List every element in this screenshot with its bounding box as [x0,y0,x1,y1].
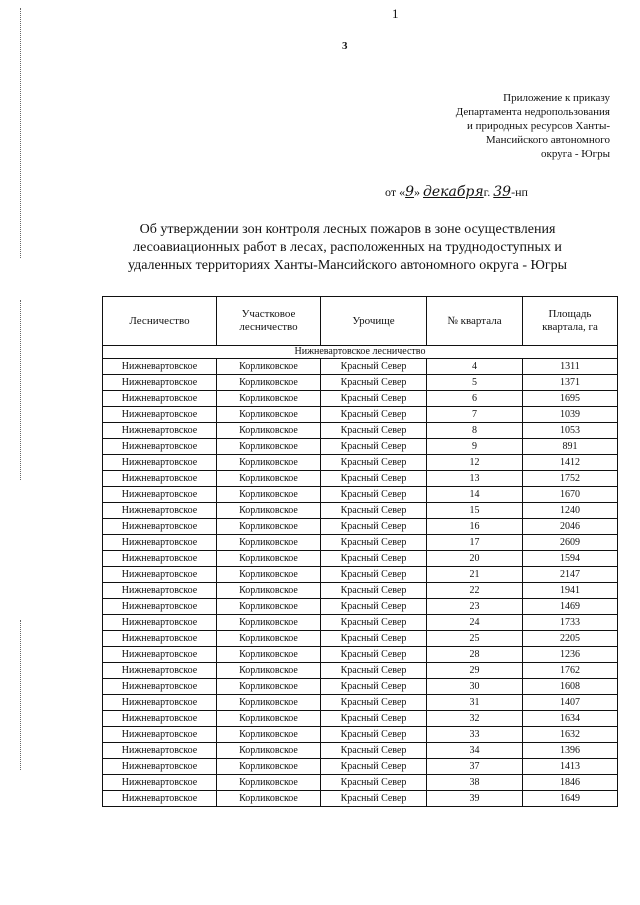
table-row [103,647,618,663]
cell-quarter: 30 [427,679,523,695]
table-row [103,727,618,743]
cell-district: Корликовское [217,407,321,423]
cell-quarter: 37 [427,759,523,775]
cell-forestry: Нижневартовское [103,471,217,487]
table-row [103,551,618,567]
cell-tract: Красный Север [321,759,427,775]
cell-quarter: 25 [427,631,523,647]
cell-forestry: Нижневартовское [103,615,217,631]
cell-district: Корликовское [217,455,321,471]
cell-quarter: 6 [427,391,523,407]
cell-area: 2205 [523,631,618,647]
cell-district: Корликовское [217,695,321,711]
table-row [103,503,618,519]
cell-district: Корликовское [217,759,321,775]
table-row [103,471,618,487]
annex-line: Мансийского автономного [485,134,610,146]
order-year-suffix: г. [483,185,491,199]
annex-line: округа - Югры [541,148,610,160]
cell-tract: Красный Север [321,455,427,471]
cell-district: Корликовское [217,647,321,663]
table-row [103,519,618,535]
table-row [103,407,618,423]
table-row [103,487,618,503]
cell-area: 1632 [523,727,618,743]
annex-line: Департамента недропользования [455,106,610,118]
cell-district: Корликовское [217,359,321,375]
table-row [103,791,618,807]
cell-forestry: Нижневартовское [103,487,217,503]
cell-forestry: Нижневартовское [103,407,217,423]
cell-district: Корликовское [217,439,321,455]
cell-area: 1752 [523,471,618,487]
section-label: Нижневартовское лесничество [103,346,618,359]
cell-tract: Красный Север [321,391,427,407]
cell-tract: Красный Север [321,775,427,791]
cell-area: 1053 [523,423,618,439]
cell-forestry: Нижневартовское [103,439,217,455]
cell-area: 1412 [523,455,618,471]
cell-area: 2609 [523,535,618,551]
cell-quarter: 17 [427,535,523,551]
table-row [103,695,618,711]
cell-quarter: 5 [427,375,523,391]
cell-forestry: Нижневартовское [103,711,217,727]
cell-quarter: 9 [427,439,523,455]
cell-district: Корликовское [217,727,321,743]
cell-forestry: Нижневартовское [103,647,217,663]
table-row [103,775,618,791]
cell-area: 1039 [523,407,618,423]
table-header-row [103,297,618,346]
cell-quarter: 20 [427,551,523,567]
table-row [103,679,618,695]
cell-quarter: 31 [427,695,523,711]
scan-margin-line [20,300,21,480]
cell-tract: Красный Север [321,471,427,487]
cell-tract: Красный Север [321,663,427,679]
cell-forestry: Нижневартовское [103,743,217,759]
cell-tract: Красный Север [321,743,427,759]
cell-quarter: 29 [427,663,523,679]
cell-forestry: Нижневартовское [103,791,217,807]
cell-area: 1407 [523,695,618,711]
cell-area: 1413 [523,759,618,775]
cell-district: Корликовское [217,391,321,407]
cell-forestry: Нижневартовское [103,695,217,711]
cell-quarter: 4 [427,359,523,375]
cell-tract: Красный Север [321,679,427,695]
cell-forestry: Нижневартовское [103,775,217,791]
cell-quarter: 23 [427,599,523,615]
cell-area: 1941 [523,583,618,599]
cell-tract: Красный Север [321,503,427,519]
cell-area: 1236 [523,647,618,663]
cell-tract: Красный Север [321,647,427,663]
table-row [103,535,618,551]
cell-area: 1396 [523,743,618,759]
cell-forestry: Нижневартовское [103,727,217,743]
cell-quarter: 34 [427,743,523,759]
order-prefix: от « [385,185,406,199]
cell-tract: Красный Север [321,567,427,583]
cell-forestry: Нижневартовское [103,455,217,471]
cell-forestry: Нижневартовское [103,391,217,407]
cell-district: Корликовское [217,791,321,807]
header-district: Участковое лесничество [217,297,321,346]
cell-district: Корликовское [217,583,321,599]
annex-line: Приложение к приказу [503,92,610,104]
cell-forestry: Нижневартовское [103,567,217,583]
cell-forestry: Нижневартовское [103,631,217,647]
scan-margin-line [20,620,21,770]
cell-district: Корликовское [217,711,321,727]
cell-tract: Красный Север [321,615,427,631]
cell-quarter: 13 [427,471,523,487]
table-row [103,599,618,615]
cell-district: Корликовское [217,471,321,487]
cell-forestry: Нижневартовское [103,519,217,535]
cell-tract: Красный Север [321,375,427,391]
cell-area: 1240 [523,503,618,519]
cell-forestry: Нижневартовское [103,359,217,375]
cell-forestry: Нижневартовское [103,535,217,551]
cell-quarter: 24 [427,615,523,631]
cell-forestry: Нижневартовское [103,759,217,775]
cell-tract: Красный Север [321,487,427,503]
cell-quarter: 8 [427,423,523,439]
cell-quarter: 16 [427,519,523,535]
table-row [103,423,618,439]
cell-quarter: 33 [427,727,523,743]
cell-district: Корликовское [217,535,321,551]
cell-area: 1762 [523,663,618,679]
cell-area: 1371 [523,375,618,391]
cell-forestry: Нижневартовское [103,663,217,679]
table-row [103,455,618,471]
table-row [103,583,618,599]
table-row [103,567,618,583]
cell-area: 1695 [523,391,618,407]
order-mid: » [414,185,421,199]
cell-tract: Красный Север [321,791,427,807]
cell-quarter: 7 [427,407,523,423]
cell-district: Корликовское [217,743,321,759]
cell-district: Корликовское [217,631,321,647]
cell-area: 1670 [523,487,618,503]
table-row [103,391,618,407]
cell-area: 891 [523,439,618,455]
quarters-table [102,296,618,807]
cell-forestry: Нижневартовское [103,551,217,567]
cell-quarter: 15 [427,503,523,519]
header-tract: Урочище [321,297,427,346]
cell-area: 1594 [523,551,618,567]
cell-tract: Красный Север [321,711,427,727]
cell-quarter: 22 [427,583,523,599]
cell-tract: Красный Север [321,695,427,711]
table-row [103,743,618,759]
cell-district: Корликовское [217,375,321,391]
title-line: удаленных территориях Ханты-Мансийского автономного округа - Югры [127,258,568,273]
cell-district: Корликовское [217,679,321,695]
table-row [103,375,618,391]
cell-district: Корликовское [217,519,321,535]
cell-district: Корликовское [217,551,321,567]
section-row [103,346,618,359]
cell-tract: Красный Север [321,423,427,439]
scan-margin-line [20,8,21,258]
header-quarter-number: № квартала [427,297,523,346]
table-row [103,711,618,727]
top-mark: 1 [392,6,399,21]
document-title [110,221,585,275]
cell-tract: Красный Север [321,551,427,567]
table-row [103,759,618,775]
cell-area: 1733 [523,615,618,631]
cell-forestry: Нижневартовское [103,503,217,519]
table-row [103,359,618,375]
cell-forestry: Нижневартовское [103,375,217,391]
page-number: 3 [342,40,348,52]
cell-district: Корликовское [217,615,321,631]
table-row [103,663,618,679]
cell-tract: Красный Север [321,519,427,535]
cell-tract: Красный Север [321,535,427,551]
table-row [103,439,618,455]
table-row [103,615,618,631]
cell-forestry: Нижневартовское [103,583,217,599]
table-row [103,631,618,647]
cell-tract: Красный Север [321,407,427,423]
cell-district: Корликовское [217,599,321,615]
order-month: декабря [423,184,484,200]
cell-quarter: 28 [427,647,523,663]
cell-quarter: 12 [427,455,523,471]
cell-area: 2046 [523,519,618,535]
cell-area: 1311 [523,359,618,375]
header-area: Площадь квартала, га [523,297,618,346]
annex-line: и природных ресурсов Ханты- [466,120,610,132]
cell-quarter: 21 [427,567,523,583]
cell-forestry: Нижневартовское [103,599,217,615]
cell-district: Корликовское [217,663,321,679]
cell-quarter: 39 [427,791,523,807]
cell-tract: Красный Север [321,583,427,599]
order-number: 39 [493,184,512,200]
title-line: лесоавиационных работ в лесах, расположенных на труднодоступных и [133,240,562,255]
order-date [385,184,615,200]
cell-area: 1634 [523,711,618,727]
cell-district: Корликовское [217,423,321,439]
cell-area: 2147 [523,567,618,583]
cell-tract: Красный Север [321,359,427,375]
title-line: Об утверждении зон контроля лесных пожаров в зоне осуществления [139,222,556,237]
cell-district: Корликовское [217,775,321,791]
cell-area: 1469 [523,599,618,615]
header-forestry: Лесничество [103,297,217,346]
cell-quarter: 32 [427,711,523,727]
cell-quarter: 38 [427,775,523,791]
cell-district: Корликовское [217,487,321,503]
order-suffix: -нп [511,185,528,199]
cell-quarter: 14 [427,487,523,503]
cell-district: Корликовское [217,567,321,583]
cell-district: Корликовское [217,503,321,519]
cell-tract: Красный Север [321,599,427,615]
cell-forestry: Нижневартовское [103,423,217,439]
annex-block [370,91,610,161]
cell-tract: Красный Север [321,439,427,455]
cell-area: 1608 [523,679,618,695]
cell-tract: Красный Север [321,631,427,647]
cell-tract: Красный Север [321,727,427,743]
order-day: 9 [405,184,415,200]
cell-forestry: Нижневартовское [103,679,217,695]
cell-area: 1846 [523,775,618,791]
cell-area: 1649 [523,791,618,807]
